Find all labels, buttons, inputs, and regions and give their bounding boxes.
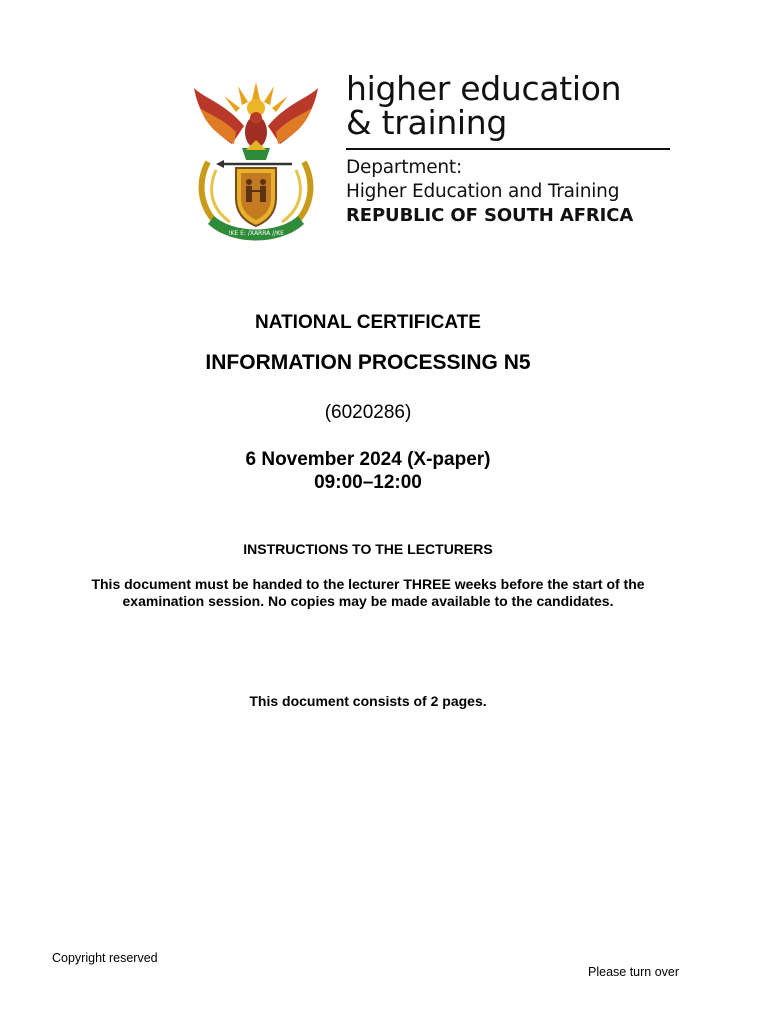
certificate-title: NATIONAL CERTIFICATE [255, 312, 481, 333]
subject-title: INFORMATION PROCESSING N5 [205, 351, 531, 374]
copyright-notice: Copyright reserved [52, 951, 158, 965]
instructions-heading: INSTRUCTIONS TO THE LECTURERS [243, 541, 493, 557]
department-branding [346, 69, 676, 228]
department-label: Department: [346, 157, 462, 178]
brand-line-2: & training [346, 103, 508, 142]
page-count-note: This document consists of 2 pages. [249, 693, 487, 709]
exam-date: 6 November 2024 (X-paper) [245, 449, 491, 470]
brand-divider [346, 148, 670, 150]
department-name [346, 156, 676, 228]
svg-text:!KE E: /XARRA //KE: !KE E: /XARRA //KE [228, 230, 284, 237]
subject-code: (6020286) [324, 402, 412, 423]
instructions-text: This document must be handed to the lecturer THREE weeks before the start of the examination session. No copies may be made available to the candidates. [91, 576, 645, 609]
exam-time: 09:00–12:00 [314, 472, 422, 493]
country-name: REPUBLIC OF SOUTH AFRICA [346, 205, 634, 226]
department-title: Higher Education and Training [346, 181, 620, 202]
turn-over-note: Please turn over [588, 965, 680, 979]
coat-of-arms-icon [186, 74, 326, 244]
exam-schedule [0, 448, 736, 494]
brand-line-1: higher education [346, 69, 622, 108]
